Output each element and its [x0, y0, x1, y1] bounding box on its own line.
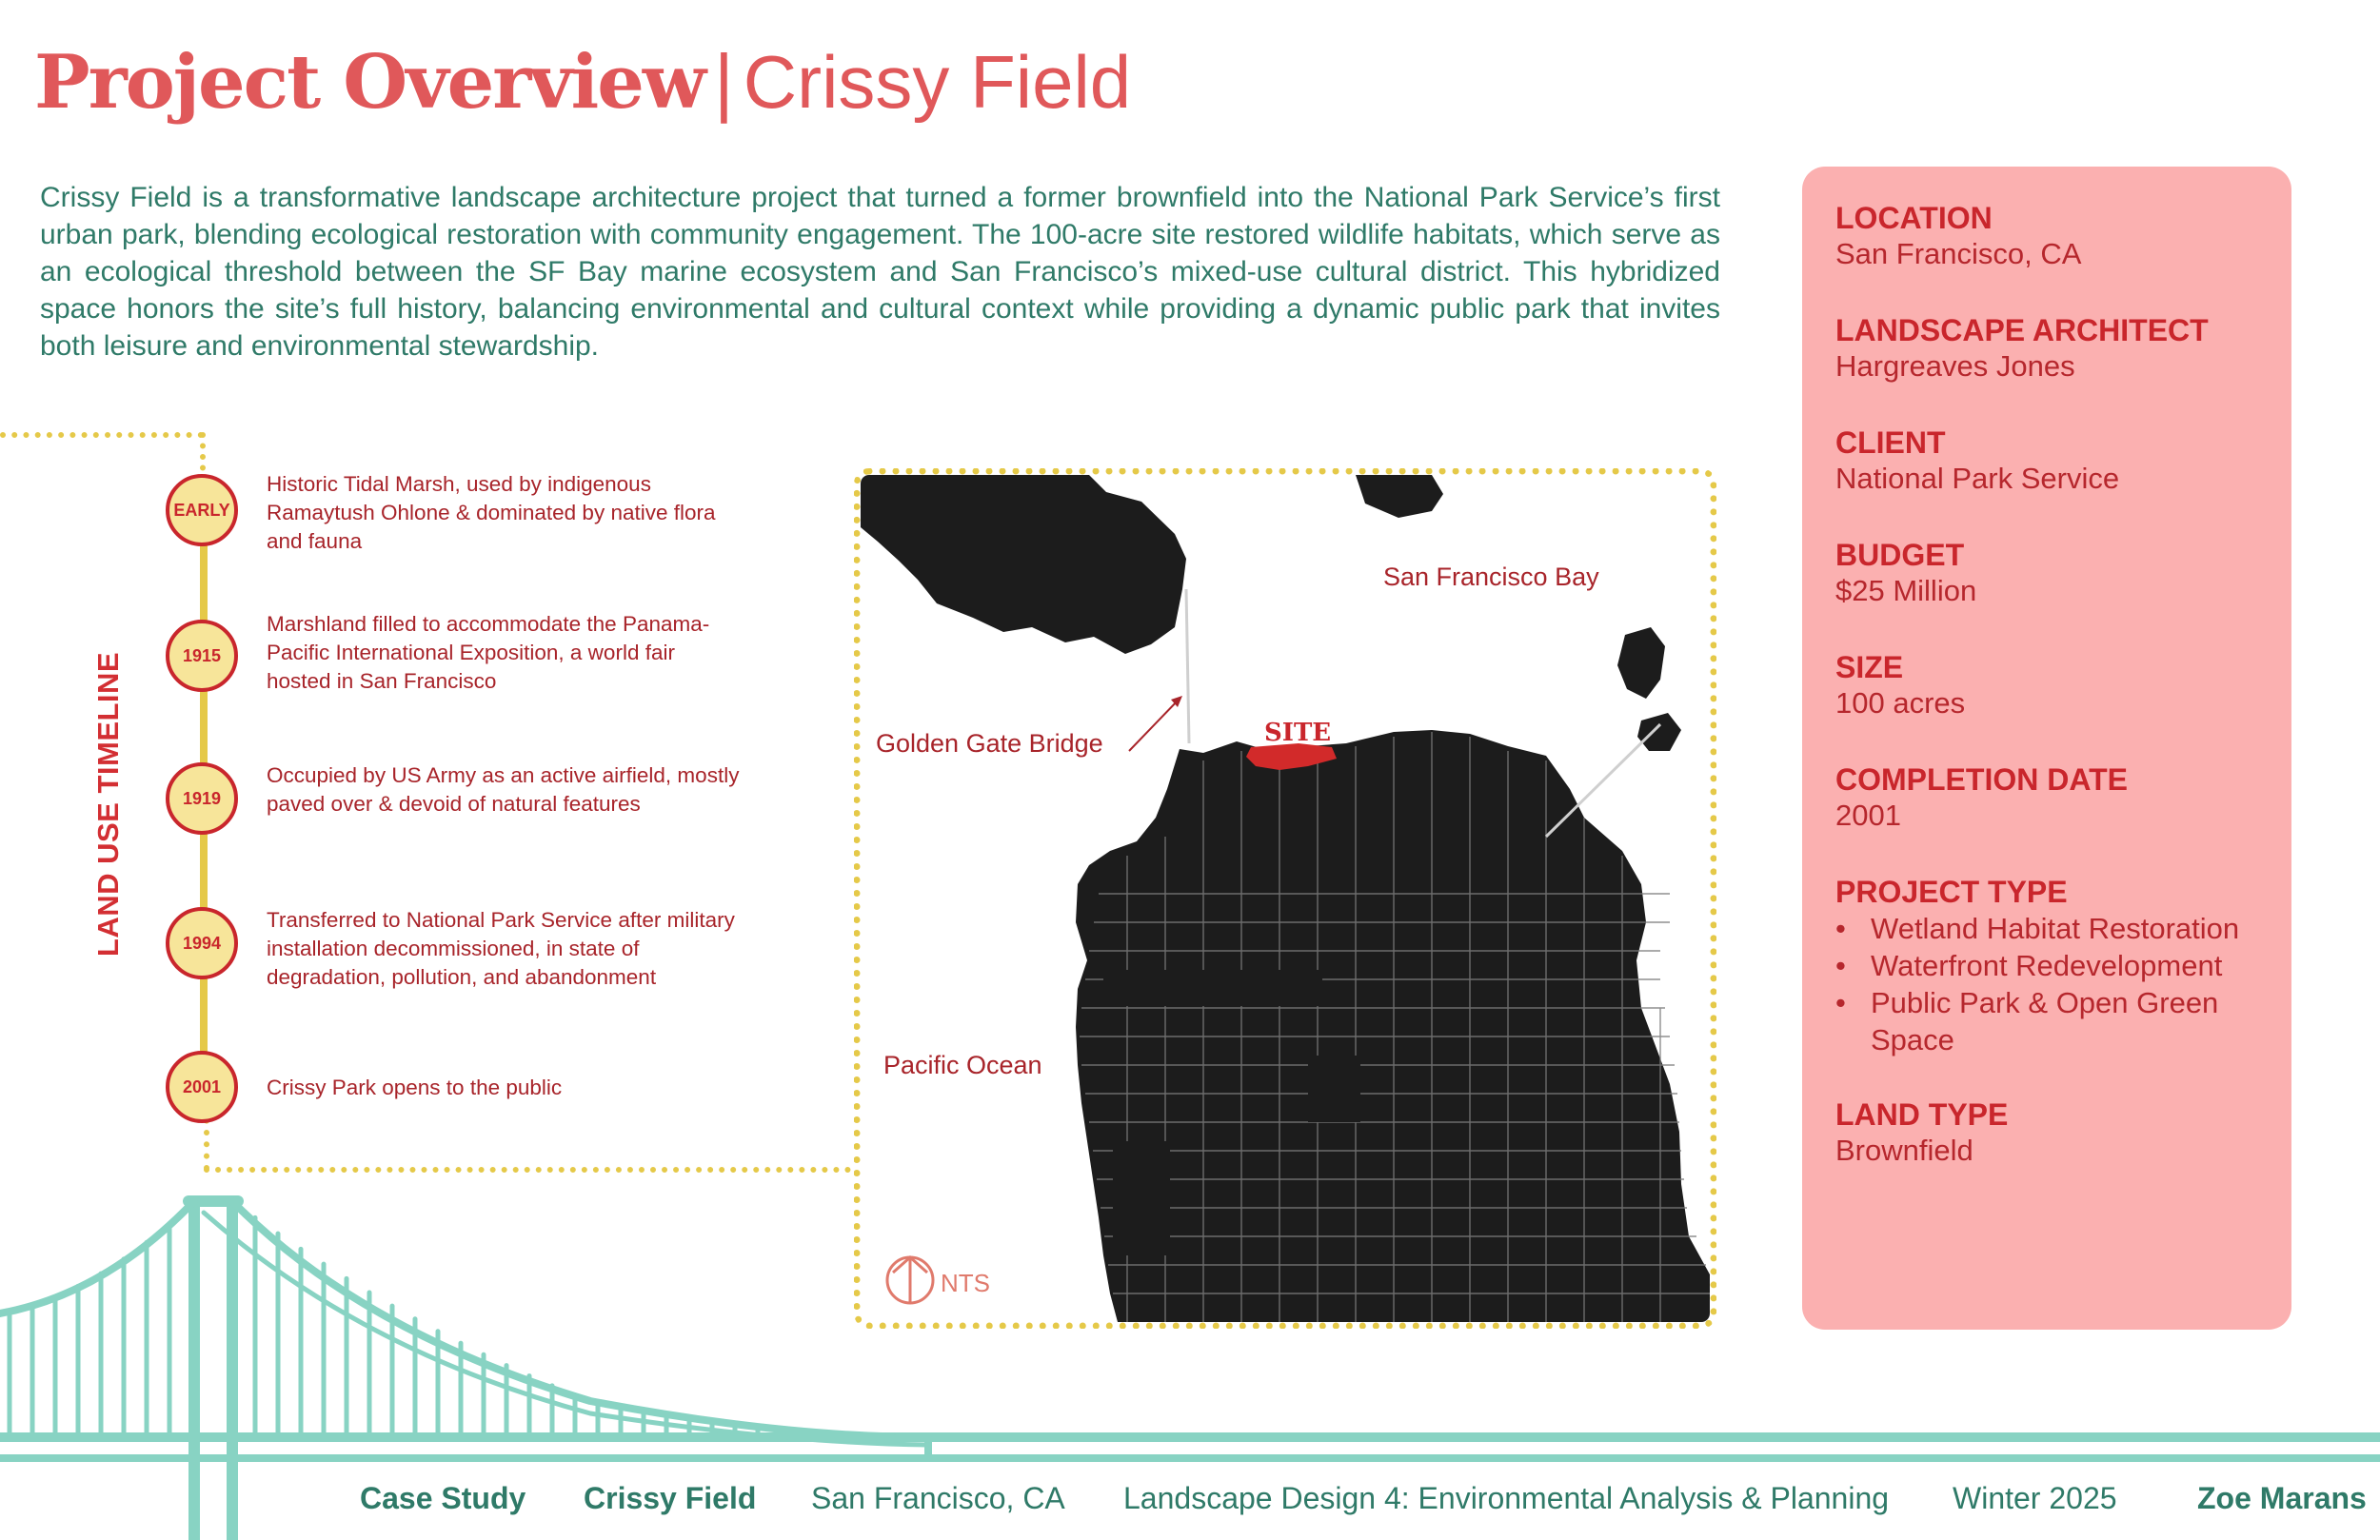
scale-label: NTS [941, 1269, 990, 1297]
golden-gate-bridge-line [1186, 589, 1189, 743]
project-type-item: • Wetland Habitat Restoration [1835, 910, 2271, 947]
timeline-text-1994: Transferred to National Park Service after military installation decommissioned, in state of degradation, pollution, and abandonment [267, 908, 735, 989]
footer-location: San Francisco, CA [811, 1481, 1065, 1515]
title-bold: Project Overview [34, 39, 705, 126]
timeline-text-1919: Occupied by US Army as an active airfield, mostly paved over & devoid of natural features [267, 763, 740, 816]
budget-label: BUDGET [1835, 538, 1965, 572]
footer-author: Zoe Marans [2197, 1481, 2367, 1515]
completion-label: COMPLETION DATE [1835, 762, 2128, 797]
timeline-marker-early: EARLY [166, 474, 238, 546]
page-title [34, 38, 1131, 143]
footer-case-study: Case Study [360, 1481, 526, 1515]
alcatraz-island [1617, 627, 1665, 699]
timeline-marker-1919: 1919 [166, 762, 238, 835]
belvedere-landmass [1356, 475, 1443, 518]
footer [0, 1481, 2380, 1529]
land-type-label: LAND TYPE [1835, 1097, 2009, 1132]
title-project-name: Crissy Field [743, 40, 1132, 124]
project-type-label: PROJECT TYPE [1835, 875, 2068, 909]
label-site: SITE [1264, 719, 1332, 747]
title-separator: | [714, 39, 734, 124]
twin-peaks-area [1308, 1056, 1360, 1122]
footer-project: Crissy Field [584, 1481, 757, 1515]
architect-value: Hargreaves Jones [1835, 349, 2075, 383]
size-label: SIZE [1835, 650, 1904, 684]
yerba-buena-island [1637, 713, 1681, 751]
timeline-dotted-border-bottom [204, 1167, 851, 1173]
timeline-dotted-border-top [0, 432, 204, 438]
timeline-text-2001: Crissy Park opens to the public [267, 1076, 563, 1099]
timeline-marker-2001: 2001 [166, 1051, 238, 1123]
footer-term: Winter 2025 [1953, 1481, 2117, 1515]
timeline-marker-1915: 1915 [166, 620, 238, 692]
timeline-heading: LAND USE TIMELINE [91, 651, 125, 958]
project-type-list [1835, 910, 2271, 1058]
label-golden-gate-bridge: Golden Gate Bridge [876, 729, 1103, 758]
intro-paragraph: Crissy Field is a transformative landscape architecture project that turned a former brownfield into the National Park Service’s first urban park, blending ecological restoration with community engagement. The 100-acre site restored wildlife habitats, which serve as an ecological threshold between the SF Bay marine ecosystem and San Francisco’s mixed-use cultural district. This hybridized space honors the site’s full history, balancing environmental and cultural context while providing a dynamic public park that invites both leisure and environmental stewardship. [40, 182, 1720, 362]
architect-label: LANDSCAPE ARCHITECT [1835, 313, 2209, 347]
budget-value: $25 Million [1835, 574, 1977, 607]
timeline-marker-1994: 1994 [166, 907, 238, 979]
project-type-item: • Waterfront Redevelopment [1835, 947, 2271, 984]
location-value: San Francisco, CA [1835, 237, 2082, 270]
completion-value: 2001 [1835, 799, 1901, 832]
marin-headlands [861, 475, 1186, 654]
bridge-pointer-arrow [1129, 699, 1180, 751]
timeline-text-1915: Marshland filled to accommodate the Panama-Pacific International Exposition, a world fair hosted in San Francisco [267, 612, 710, 693]
timeline-text-early: Historic Tidal Marsh, used by indigenous Ramaytush Ohlone & dominated by native flora and fauna [267, 472, 716, 553]
label-san-francisco-bay: San Francisco Bay [1383, 563, 1599, 591]
label-pacific-ocean: Pacific Ocean [883, 1051, 1042, 1079]
golden-gate-park [1103, 970, 1322, 1006]
project-info-panel [1802, 167, 2291, 1330]
client-label: CLIENT [1835, 425, 1946, 460]
project-type-item: • Public Park & Open Green Space [1835, 984, 2271, 1058]
location-label: LOCATION [1835, 201, 1993, 235]
client-value: National Park Service [1835, 462, 2120, 495]
land-type-value: Brownfield [1835, 1134, 1973, 1167]
footer-course: Landscape Design 4: Environmental Analysis & Planning [1123, 1481, 1890, 1515]
size-value: 100 acres [1835, 686, 1966, 720]
